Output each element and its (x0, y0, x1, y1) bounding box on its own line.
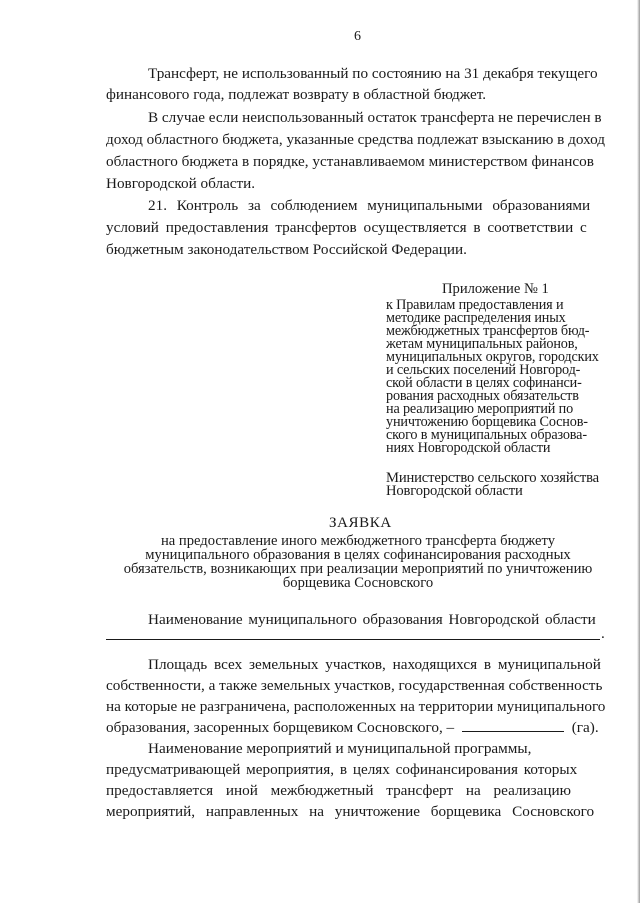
appendix-line: ниях Новгородской области (386, 440, 551, 456)
appendix-line: межбюджетных трансфертов бюд- (386, 323, 590, 339)
application-subtitle-line: на предоставление иного межбюджетного трансферта бюджету (160, 533, 556, 549)
paragraph-line: доход областного бюджета, указанные средства подлежат взысканию в доход (106, 131, 605, 148)
paragraph-line: В случае если неиспользованный остаток трансферта не перечислен в (148, 109, 602, 126)
area-value-field[interactable] (462, 719, 564, 732)
appendix-line: муниципальных округов, городских (386, 349, 599, 365)
events-line-text: Наименование мероприятий и муниципальной программы, (148, 740, 532, 757)
appendix-line: жетам муниципальных районов, (386, 336, 578, 352)
appendix-line: ского в муниципальных образова- (386, 427, 587, 443)
area-line (106, 719, 599, 737)
appendix-line: методике распределения иных (386, 310, 566, 326)
paragraph-line: областного бюджета в порядке, устанавливаемом министерством финансов (106, 153, 594, 170)
appendix-line: на реализацию мероприятий по (386, 401, 574, 417)
paragraph-line: финансового года, подлежат возврату в областной бюджет. (106, 86, 487, 103)
addressee-line: Новгородской области (386, 483, 523, 499)
paragraph-line: бюджетным законодательством Российской Федерации. (106, 241, 467, 258)
appendix-line: и сельских поселений Новгород- (386, 362, 581, 378)
events-line: предоставляется иной межбюджетный трансферт на реализацию (106, 782, 571, 799)
appendix-line: ской области в целях софинанси- (386, 375, 582, 391)
municipality-field-end: . (601, 625, 605, 642)
application-subtitle-line: муниципального образования в целях софинансирования расходных (145, 547, 571, 563)
page-number: 6 (354, 29, 361, 44)
municipality-field[interactable] (106, 627, 600, 640)
application-subtitle-line: обязательств, возникающих при реализации мероприятий по уничтожению (123, 561, 593, 577)
municipality-label: Наименование муниципального образования Новгородской области (148, 611, 596, 628)
addressee-line: Министерство сельского хозяйства (386, 470, 599, 486)
application-subtitle-line: борщевика Сосновского (282, 575, 434, 591)
appendix-title: Приложение № 1 (442, 281, 549, 297)
appendix-line: к Правилам предоставления и (386, 297, 564, 313)
area-line-text: образования, засоренных борщевиком Сосновского, – (106, 719, 455, 736)
paragraph-line: условий предоставления трансфертов осуществляется в соответствии с (106, 219, 587, 236)
area-line: собственности, а также земельных участков, государственная собственность (106, 677, 603, 694)
appendix-line: уничтожению борщевика Соснов- (386, 414, 588, 430)
paragraph-line: 21. Контроль за соблюдением муниципальными образованиями (148, 197, 591, 214)
paragraph-line: Новгородской области. (106, 175, 256, 192)
application-heading: ЗАЯВКА (329, 515, 392, 531)
area-line: Площадь всех земельных участков, находящихся в муниципальной (148, 656, 601, 673)
paragraph-line: Трансферт, не использованный по состоянию на 31 декабря текущего (148, 65, 598, 82)
events-line (148, 740, 608, 758)
appendix-line: рования расходных обязательств (386, 388, 579, 404)
events-line: мероприятий, направленных на уничтожение борщевика Сосновского (106, 803, 595, 820)
events-line: предусматривающей мероприятия, в целях софинансирования которых (106, 761, 578, 778)
area-line: на которые не разграничена, расположенных на территории муниципального (106, 698, 606, 715)
area-unit: (га). (571, 719, 599, 736)
